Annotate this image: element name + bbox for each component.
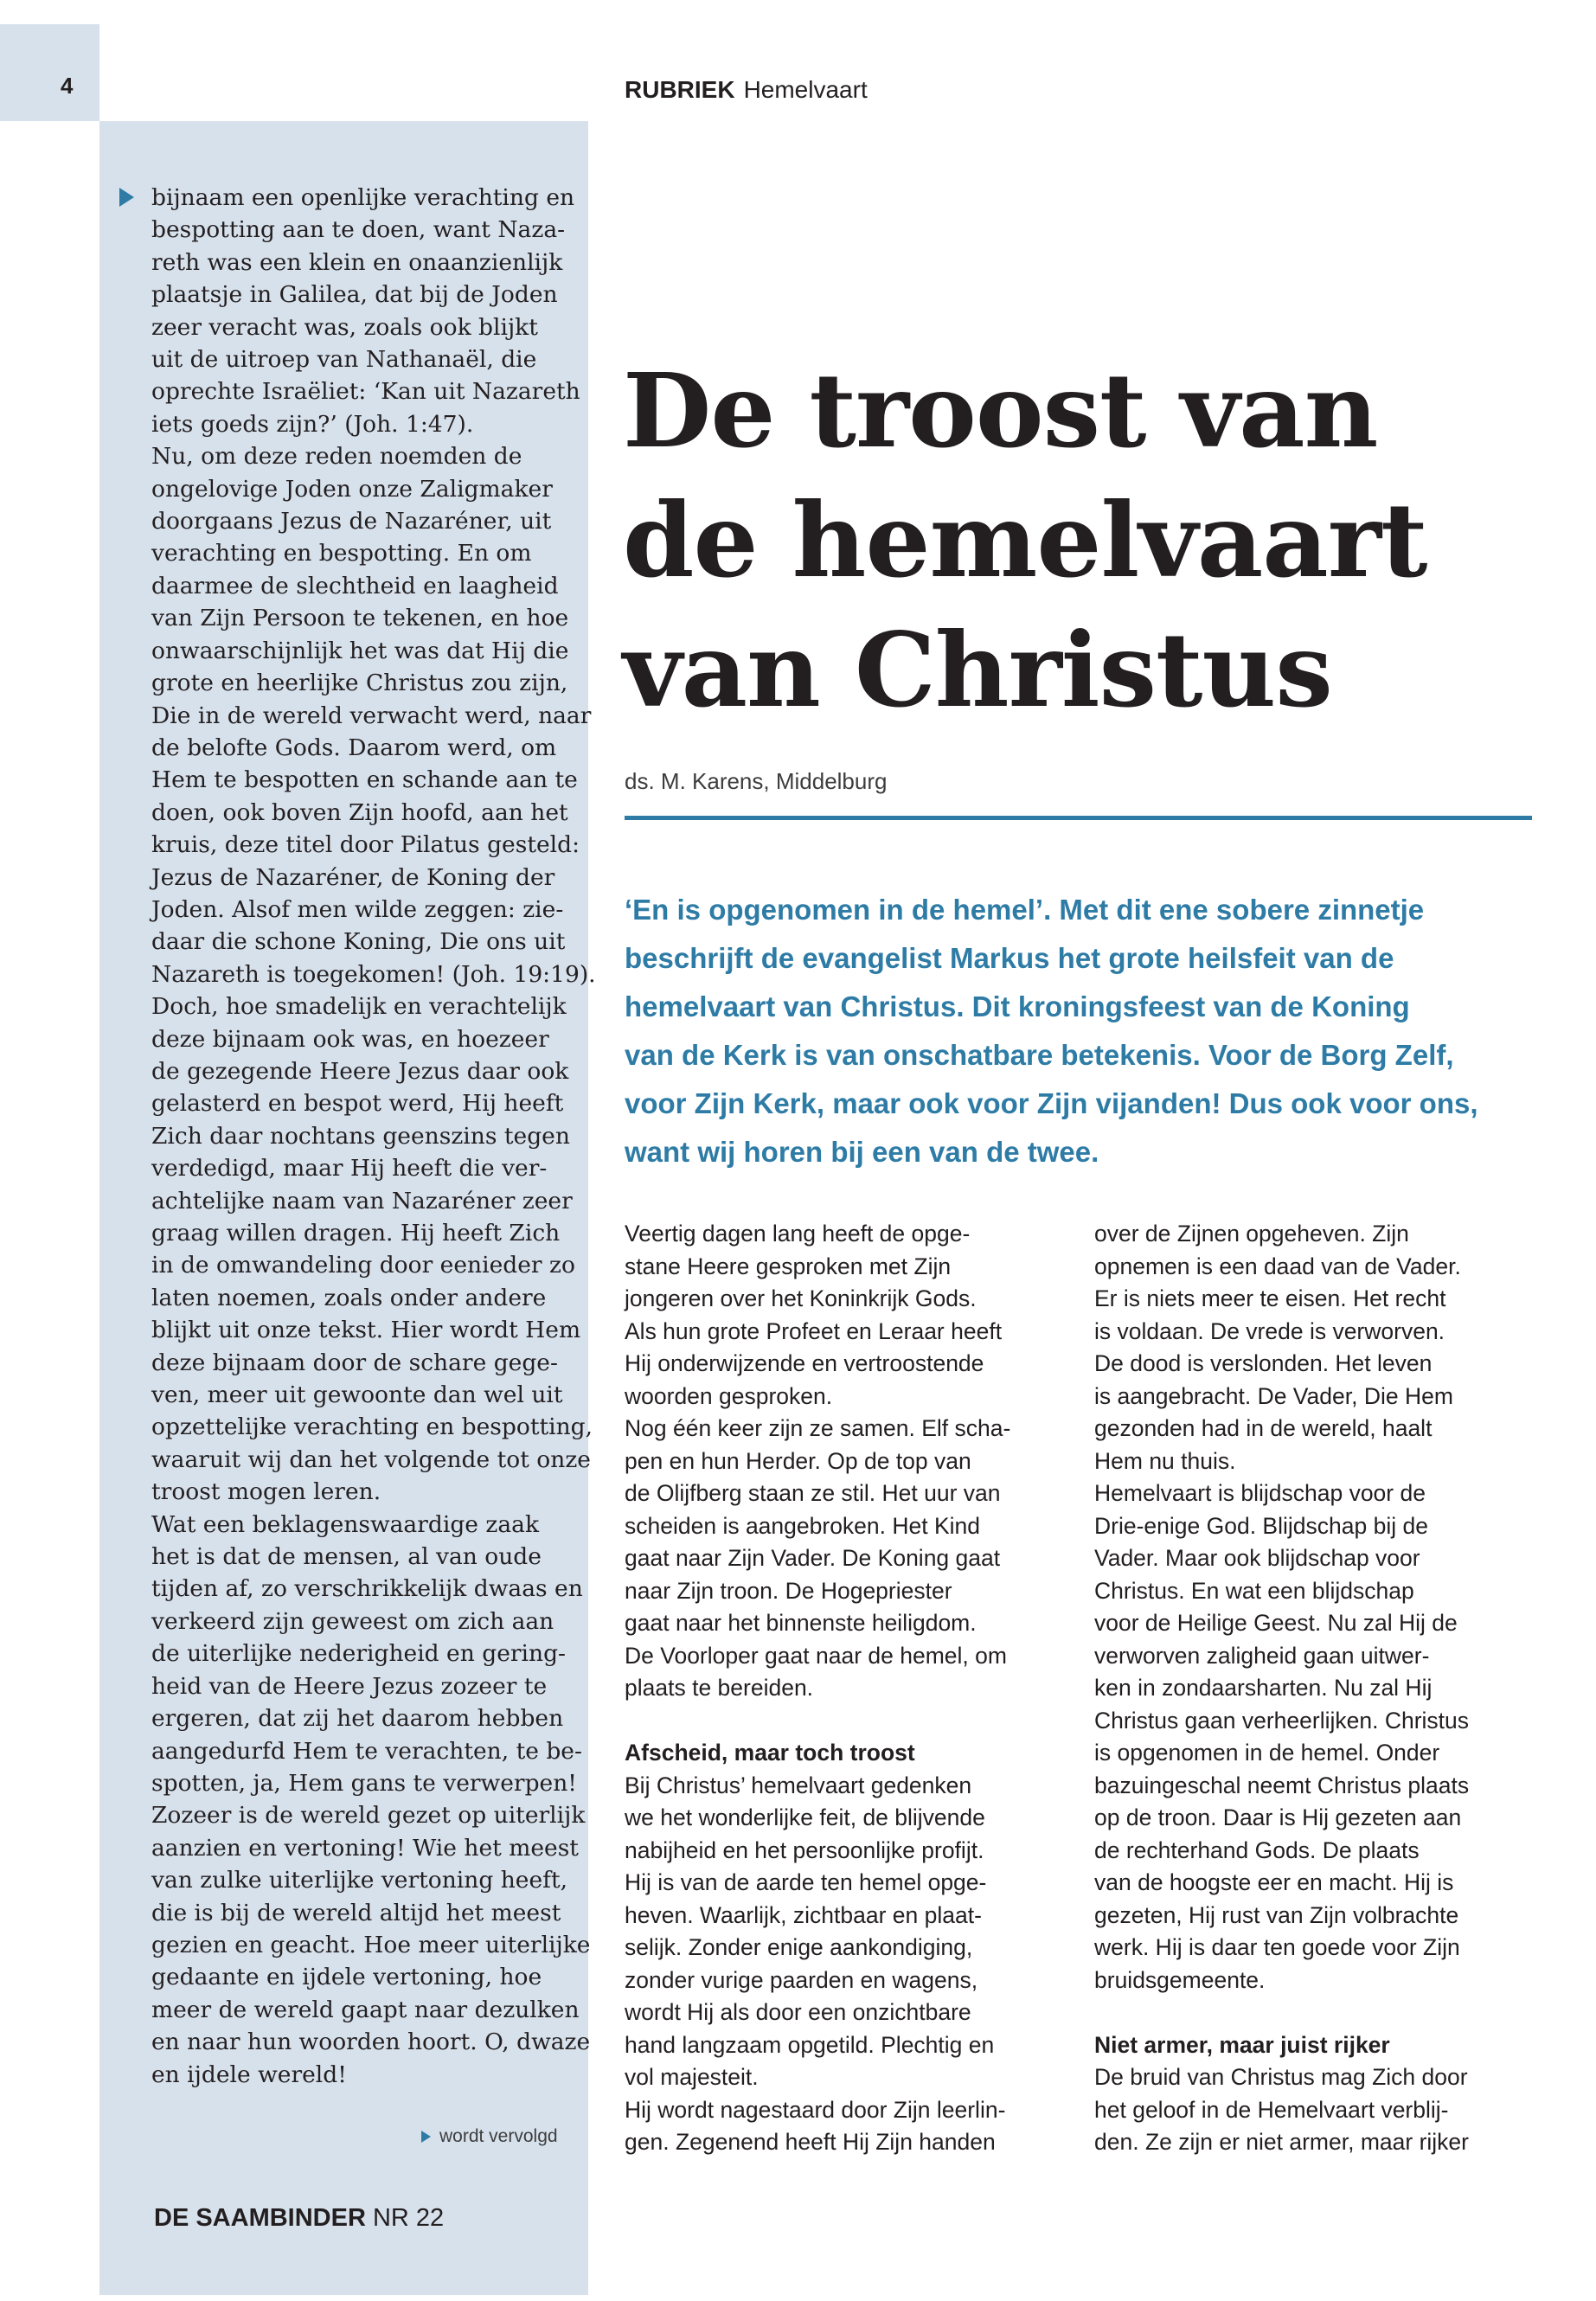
text-line: doorgaans Jezus de Nazaréner, uit (151, 508, 552, 535)
text-line: blijkt uit onze tekst. Hier wordt Hem (151, 1317, 581, 1344)
text-line: want wij horen bij een van de twee. (625, 1136, 1099, 1168)
text-line: en ijdele wereld! (151, 2061, 347, 2088)
section-heading: Niet armer, maar juist rijker (1094, 2031, 1390, 2058)
text-line: bazuingeschal neemt Christus plaats (1094, 1772, 1470, 1798)
text-line: gedaante en ijdele vertoning, hoe (151, 1964, 542, 1991)
magazine-footer (154, 2204, 444, 2233)
text-line: naar Zijn troon. De Hogepriester (625, 1577, 952, 1604)
text-line: doen, ook boven Zijn hoofd, aan het (151, 798, 568, 826)
text-line: Nog één keer zijn ze samen. Elf scha- (625, 1415, 1011, 1441)
text-line: ongelovige Joden onze Zaligmaker (151, 475, 553, 503)
text-line: deze bijnaam door de schare gege- (151, 1349, 558, 1376)
text-line: over de Zijnen opgeheven. Zijn (1094, 1221, 1409, 1247)
text-line: hemelvaart van Christus. Dit kroningsfeest van de Koning (625, 990, 1410, 1022)
text-line: Drie-enige God. Blijdschap bij de (1094, 1512, 1428, 1539)
text-line: daarmee de slechtheid en laagheid (151, 572, 559, 599)
text-line: Als hun grote Profeet en Leraar heeft (625, 1317, 1003, 1344)
text-line: opzettelijke verachting en bespotting, (151, 1413, 593, 1441)
text-line: pen en hun Herder. Op de top van (625, 1447, 971, 1474)
text-line: de belofte Gods. Daarom werd, om (151, 734, 557, 761)
text-line: is voldaan. De vrede is verworven. (1094, 1317, 1445, 1344)
text-line: plaats te bereiden. (625, 1675, 814, 1701)
text-line: Christus gaan verheerlijken. Christus (1094, 1707, 1470, 1734)
text-line: gen. Zegenend heeft Hij Zijn handen (625, 2129, 996, 2155)
text-line: den. Ze zijn er niet armer, maar rijker (1094, 2129, 1469, 2155)
text-line: stane Heere gesproken met Zijn (625, 1253, 952, 1279)
text-line: oprechte Israëliet: ‘Kan uit Nazareth (151, 378, 580, 406)
text-line: meer de wereld gaapt naar dezulken (151, 1996, 580, 2023)
section-header (625, 76, 868, 104)
text-line: De dood is verslonden. Het leven (1094, 1350, 1433, 1376)
text-line: hand langzaam opgetild. Plechtig en (625, 2031, 995, 2058)
text-line: Zich daar nochtans geenszins tegen (151, 1122, 570, 1150)
text-line: op de troon. Daar is Hij gezeten aan (1094, 1804, 1462, 1830)
text-line: we het wonderlijke feit, de blijvende (625, 1804, 985, 1830)
text-line: ‘En is opgenomen in de hemel’. Met dit ene sobere zinnetje (625, 894, 1425, 926)
text-line: gezonden had in de wereld, haalt (1094, 1415, 1433, 1441)
text-line: Hij wordt nagestaard door Zijn leerlin- (625, 2096, 1006, 2123)
text-line: grote en heerlijke Christus zou zijn, (151, 670, 568, 697)
headline-line: De troost van (623, 350, 1378, 471)
continued-label: wordt vervolgd (439, 2126, 558, 2146)
text-line: het is dat de mensen, al van oude (151, 1543, 542, 1571)
text-line: woorden gesproken. (625, 1382, 833, 1409)
text-line: Hem te bespotten en schande aan te (151, 766, 578, 794)
text-line (625, 1705, 1074, 1738)
text-line: wordt Hij als door een onzichtbare (625, 1999, 971, 2025)
page-number: 4 (61, 73, 74, 99)
text-line: is aangebracht. De Vader, Die Hem (1094, 1382, 1453, 1409)
text-line: gezien en geacht. Hoe meer uiterlijke (151, 1931, 591, 1958)
text-line: aangedurfd Hem te verachten, te be- (151, 1737, 582, 1765)
text-line: Wat een beklagenswaardige zaak (151, 1510, 540, 1538)
text-line: Nazareth is toegekomen! (Joh. 19:19). (151, 960, 596, 988)
text-line: achtelijke naam van Nazaréner zeer (151, 1187, 573, 1215)
text-line (1094, 1997, 1544, 2029)
text-line: selijk. Zonder enige aankondiging, (625, 1934, 973, 1960)
text-line: waaruit wij dan het volgende tot onze (151, 1445, 591, 1473)
text-line: laten noemen, zoals onder andere (151, 1284, 547, 1311)
text-line: beschrijft de evangelist Markus het grote heilsfeit van de (625, 942, 1394, 974)
text-line: bruidsgemeente. (1094, 1966, 1266, 1993)
text-line: van Zijn Persoon te tekenen, en hoe (151, 605, 569, 632)
text-line: iets goeds zijn?’ (Joh. 1:47). (151, 410, 474, 438)
magazine-name: DE SAAMBINDER (154, 2204, 366, 2232)
accent-divider (625, 816, 1532, 820)
text-line: onwaarschijnlijk het was dat Hij die (151, 637, 569, 664)
text-line: spotten, ja, Hem gans te verwerpen! (151, 1769, 577, 1797)
text-line: nabijheid en het persoonlijke profijt. (625, 1836, 984, 1863)
text-line: daar die schone Koning, Die ons uit (151, 928, 566, 956)
text-line: Vader. Maar ook blijdschap voor (1094, 1545, 1420, 1571)
text-line: tijden af, zo verschrikkelijk dwaas en (151, 1575, 583, 1603)
text-line: gelasterd en bespot werd, Hij heeft (151, 1090, 564, 1118)
text-line: deze bijnaam ook was, en hoezeer (151, 1025, 549, 1053)
text-line: Zozeer is de wereld gezet op uiterlijk (151, 1802, 586, 1830)
text-line: ven, meer uit gewoonte dan wel uit (151, 1381, 563, 1409)
text-line: graag willen dragen. Hij heeft Zich (151, 1220, 561, 1247)
text-line: van zulke uiterlijke vertoning heeft, (151, 1867, 568, 1894)
text-line: uit de uitroep van Nathanaël, die (151, 346, 537, 374)
text-line: Veertig dagen lang heeft de opge- (625, 1221, 971, 1247)
text-line: bijnaam een openlijke verachting en (151, 184, 575, 211)
text-line: reth was een klein en onaanzienlijk (151, 248, 563, 276)
section-label: RUBRIEK (625, 76, 735, 103)
text-line: gaat naar het binnenste heiligdom. (625, 1610, 977, 1636)
text-line: gaat naar Zijn Vader. De Koning gaat (625, 1545, 1001, 1571)
text-line: verkeerd zijn geweest om zich aan (151, 1607, 554, 1635)
text-line: Bij Christus’ hemelvaart gedenken (625, 1772, 972, 1798)
text-line: de uiterlijke nederigheid en gering- (151, 1640, 567, 1668)
text-line: het geloof in de Hemelvaart verblij- (1094, 2096, 1449, 2123)
text-line: vol majesteit. (625, 2064, 759, 2090)
article-headline (623, 346, 1557, 735)
continuation-arrow-icon (119, 188, 134, 207)
text-line: de Olijfberg staan ze stil. Het uur van (625, 1480, 1001, 1506)
text-line: zonder vurige paarden en wagens, (625, 1966, 978, 1993)
text-line: De Voorloper gaat naar de hemel, om (625, 1642, 1007, 1669)
text-line: troost mogen leren. (151, 1478, 381, 1506)
text-line: voor Zijn Kerk, maar ook voor Zijn vijanden! Dus ook voor ons, (625, 1087, 1478, 1119)
text-line: Die in de wereld verwacht werd, naar (151, 702, 592, 729)
text-line: werk. Hij is daar ten goede voor Zijn (1094, 1934, 1460, 1960)
text-line: heid van de Heere Jezus zozeer te (151, 1672, 548, 1700)
page-number-box (0, 24, 99, 121)
text-line: verworven zaligheid gaan uitwer- (1094, 1642, 1430, 1669)
text-line: verachting en bespotting. En om (151, 540, 532, 567)
text-line: Hij onderwijzende en vertroostende (625, 1350, 984, 1376)
body-column-right (1094, 1218, 1544, 2159)
text-line: opnemen is een daad van de Vader. (1094, 1253, 1461, 1279)
text-line: ergeren, dat zij het daarom hebben (151, 1705, 564, 1733)
text-line: ken in zondaarsharten. Nu zal Hij (1094, 1675, 1433, 1701)
text-line: die is bij de wereld altijd het meest (151, 1899, 561, 1926)
text-line: scheiden is aangebroken. Het Kind (625, 1512, 981, 1539)
text-line: kruis, deze titel door Pilatus gesteld: (151, 831, 580, 859)
text-line: de rechterhand Gods. De plaats (1094, 1836, 1420, 1863)
author-byline: ds. M. Karens, Middelburg (625, 768, 888, 794)
text-line: in de omwandeling door eenieder zo (151, 1252, 575, 1279)
text-line: Er is niets meer te eisen. Het recht (1094, 1285, 1446, 1311)
text-line: Hij is van de aarde ten hemel opge- (625, 1869, 987, 1895)
text-line: en naar hun woorden hoort. O, dwaze (151, 2029, 591, 2056)
text-line: de gezegende Heere Jezus daar ook (151, 1057, 569, 1085)
continued-note (421, 2126, 558, 2147)
text-line: Joden. Alsof men wilde zeggen: zie- (151, 895, 564, 923)
text-line: Hemelvaart is blijdschap voor de (1094, 1480, 1426, 1506)
issue-number: NR 22 (372, 2204, 445, 2232)
article-intro (625, 886, 1559, 1176)
text-line: verdedigd, maar Hij heeft die ver- (151, 1155, 548, 1183)
sidebar-article-text (151, 182, 596, 2091)
headline-line: van Christus (623, 610, 1332, 730)
text-line: jongeren over het Koninkrijk Gods. (625, 1285, 977, 1311)
text-line: aanzien en vertoning! Wie het meest (151, 1834, 579, 1862)
text-line: is opgenomen in de hemel. Onder (1094, 1740, 1440, 1766)
headline-line: de hemelvaart (623, 480, 1427, 600)
triangle-icon (421, 2131, 431, 2143)
text-line: bespotting aan te doen, want Naza- (151, 216, 566, 244)
text-line: De bruid van Christus mag Zich door (1094, 2064, 1468, 2090)
text-line: van de hoogste eer en macht. Hij is (1094, 1869, 1454, 1895)
section-heading: Afscheid, maar toch troost (625, 1740, 915, 1766)
text-line: zeer veracht was, zoals ook blijkt (151, 313, 538, 341)
text-line: Nu, om deze reden noemden de (151, 443, 522, 471)
text-line: Hem nu thuis. (1094, 1447, 1236, 1474)
section-topic: Hemelvaart (743, 76, 868, 103)
text-line: Jezus de Nazaréner, de Koning der (151, 863, 555, 891)
text-line: Doch, hoe smadelijk en verachtelijk (151, 993, 567, 1021)
text-line: heven. Waarlijk, zichtbaar en plaat- (625, 1901, 982, 1928)
text-line: voor de Heilige Geest. Nu zal Hij de (1094, 1610, 1458, 1636)
text-line: gezeten, Hij rust van Zijn volbrachte (1094, 1901, 1459, 1928)
text-line: Christus. En wat een blijdschap (1094, 1577, 1414, 1604)
body-column-left (625, 1218, 1074, 2159)
text-line: plaatsje in Galilea, dat bij de Joden (151, 281, 558, 309)
text-line: van de Kerk is van onschatbare betekenis. Voor de Borg Zelf, (625, 1039, 1454, 1071)
